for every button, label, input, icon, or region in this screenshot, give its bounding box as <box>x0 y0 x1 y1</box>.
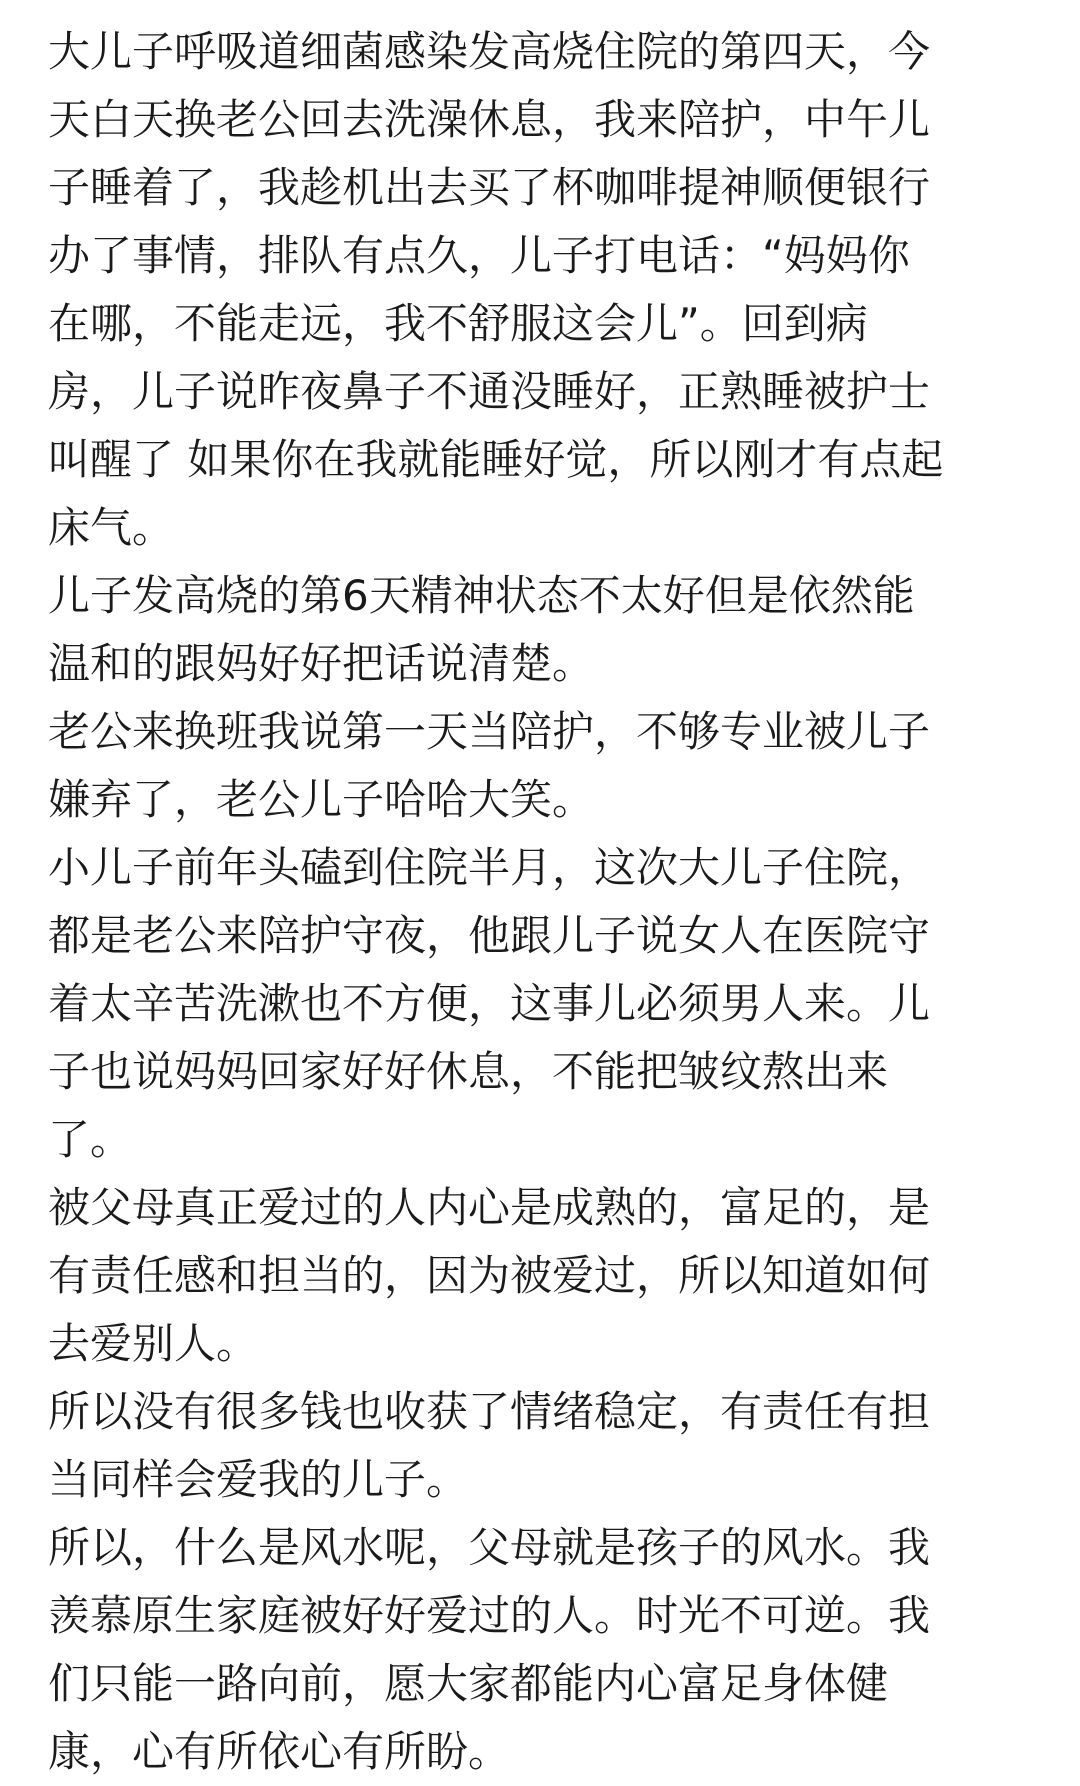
paragraph-2 <box>48 562 1038 698</box>
paragraph-1 <box>48 18 1038 562</box>
text-line: 子也说妈妈回家好好休息，不能把皱纹熬出来 <box>48 1047 889 1096</box>
text-line: 小儿子前年头磕到住院半月，这次大儿子住院， <box>48 843 931 892</box>
text-line: 了。 <box>48 1115 133 1164</box>
text-line: 有责任感和担当的，因为被爱过，所以知道如何 <box>48 1251 931 1300</box>
text-line: 办了事情，排队有点久，儿子打电话：“妈妈你 <box>48 231 910 280</box>
text-line: 所以没有很多钱也收获了情绪稳定，有责任有担 <box>48 1387 931 1436</box>
text-line: 床气。 <box>48 503 175 552</box>
text-line: 嫌弃了，老公儿子哈哈大笑。 <box>48 775 595 824</box>
text-line: 所以，什么是风水呢，父母就是孩子的风水。我 <box>48 1523 931 1572</box>
text-line: 都是老公来陪护守夜，他跟儿子说女人在医院守 <box>48 911 931 960</box>
text-line: 羡慕原生家庭被好好爱过的人。时光不可逆。我 <box>48 1591 931 1640</box>
text-line: 儿子发高烧的第6天精神状态不太好但是依然能 <box>48 571 915 620</box>
text-line: 大儿子呼吸道细菌感染发高烧住院的第四天，今 <box>48 27 931 76</box>
text-line: 子睡着了，我趁机出去买了杯咖啡提神顺便银行 <box>48 163 931 212</box>
text-line: 着太辛苦洗漱也不方便，这事儿必须男人来。儿 <box>48 979 931 1028</box>
article-body <box>48 18 1038 1786</box>
paragraph-4 <box>48 834 1038 1174</box>
paragraph-3 <box>48 698 1038 834</box>
text-line: 被父母真正爱过的人内心是成熟的，富足的，是 <box>48 1183 931 1232</box>
text-line: 叫醒了 如果你在我就能睡好觉，所以刚才有点起 <box>48 435 944 484</box>
text-line: 老公来换班我说第一天当陪护，不够专业被儿子 <box>48 707 931 756</box>
paragraph-6 <box>48 1378 1038 1514</box>
text-line: 康，心有所依心有所盼。 <box>48 1727 511 1776</box>
paragraph-5 <box>48 1174 1038 1378</box>
text-line: 天白天换老公回去洗澡休息，我来陪护，中午儿 <box>48 95 931 144</box>
text-line: 在哪，不能走远，我不舒服这会儿”。回到病 <box>48 299 868 348</box>
text-line: 当同样会爱我的儿子。 <box>48 1455 469 1504</box>
text-line: 房，儿子说昨夜鼻子不通没睡好，正熟睡被护士 <box>48 367 931 416</box>
text-line: 们只能一路向前，愿大家都能内心富足身体健 <box>48 1659 889 1708</box>
text-line: 温和的跟妈好好把话说清楚。 <box>48 639 595 688</box>
text-line: 去爱别人。 <box>48 1319 259 1368</box>
paragraph-7 <box>48 1514 1038 1786</box>
